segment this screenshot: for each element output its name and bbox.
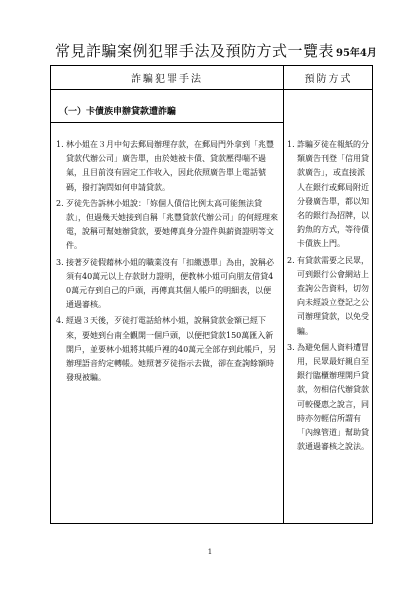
header-divider bbox=[51, 89, 372, 90]
item-text: 經過３天後，歹徒打電話給林小姐，說稱貸款金額已經下來，要她到台南全觀開一個戶頭，以便把貸款150萬匯入新開戶，並要林小姐將其帳戶裡的40萬元全部存到此帳戶，另辦理語音約定轉帳。她照著歹徒指示去做，卻在查詢餘額時發現被騙。 bbox=[66, 316, 277, 383]
method-item bbox=[56, 314, 278, 385]
item-text: 歹徒先告訴林小姐說：「妳個人債信比例太高可能無法貸款」，但過幾天她接到自稱「兆豐貸款代辦公司」的何經理來電，說稱可幫她辦貸款，要她傳真身分證件與薪資證明等文件。 bbox=[66, 198, 278, 251]
item-text: 詐騙歹徒在報紙的分類廣告刊登「信用貸款廣告」，或直接派人在銀行或郵局附近分發廣告單，都以知名的銀行為招牌，以釣魚的方式，等待債卡債族上門。 bbox=[297, 140, 369, 249]
title-text: 常見詐騙案例犯罪手法及預防方式一覽表 bbox=[55, 42, 335, 60]
item-number: 2. bbox=[287, 255, 295, 265]
item-text: 為避免個人資料遭冒用，民眾最好親自至銀行臨櫃辦理開戶貸款，勿相信代辦貸款可較優惠之說言，同時亦勿輕信所謂有「內線管道」幫助貸款通過審核之說法。 bbox=[297, 342, 369, 452]
item-number: 3. bbox=[56, 257, 64, 267]
prevention-list bbox=[287, 138, 371, 456]
section-title: （一）卡債族申辦貸款遭詐騙 bbox=[59, 107, 177, 117]
column-header-methods: 詐騙犯罪手法 bbox=[131, 74, 203, 85]
page-number: 1 bbox=[207, 548, 213, 556]
section-divider bbox=[51, 122, 283, 123]
item-text: 林小姐在３月中旬去郵局辦理存款，在郵局門外拿到「兆豐貸款代辦公司」廣告單，由於她被卡債、貸款壓得喘不過氣，且目前沒有固定工作收入，因此依照廣告單上電話號碼，撥打詢問如何申請貸款。 bbox=[66, 140, 274, 192]
method-item bbox=[56, 256, 278, 313]
prevention-item bbox=[287, 254, 371, 339]
document-title bbox=[55, 40, 385, 62]
title-date: 95年4月 bbox=[336, 48, 377, 59]
method-list bbox=[56, 138, 278, 387]
prevention-item bbox=[287, 341, 371, 455]
item-number: 3. bbox=[287, 342, 295, 352]
item-number: 4. bbox=[56, 316, 64, 326]
item-text: 接著歹徒假藉林小姐的職業沒有「扣繳憑單」為由，說稱必須有40萬元以上存款財力證明，便教林小姐可向朋友借貸40萬元存到自己的戶頭，再傳真其個人帳戶的明細表，以便通過審核。 bbox=[66, 257, 274, 310]
item-number: 2. bbox=[56, 198, 64, 208]
item-text: 有貸款需要之民眾，可到銀行公會網站上查詢公告資料，切勿向未經設立登記之公司辦理貸款，以免受騙。 bbox=[297, 255, 369, 336]
fraud-methods-table bbox=[50, 65, 373, 524]
item-number: 1. bbox=[56, 140, 64, 149]
column-divider bbox=[283, 66, 284, 523]
item-number: 1. bbox=[287, 140, 295, 149]
method-item bbox=[56, 197, 278, 254]
method-item bbox=[56, 138, 278, 195]
prevention-item bbox=[287, 138, 371, 252]
column-header-prevention: 預防方式 bbox=[304, 74, 353, 85]
